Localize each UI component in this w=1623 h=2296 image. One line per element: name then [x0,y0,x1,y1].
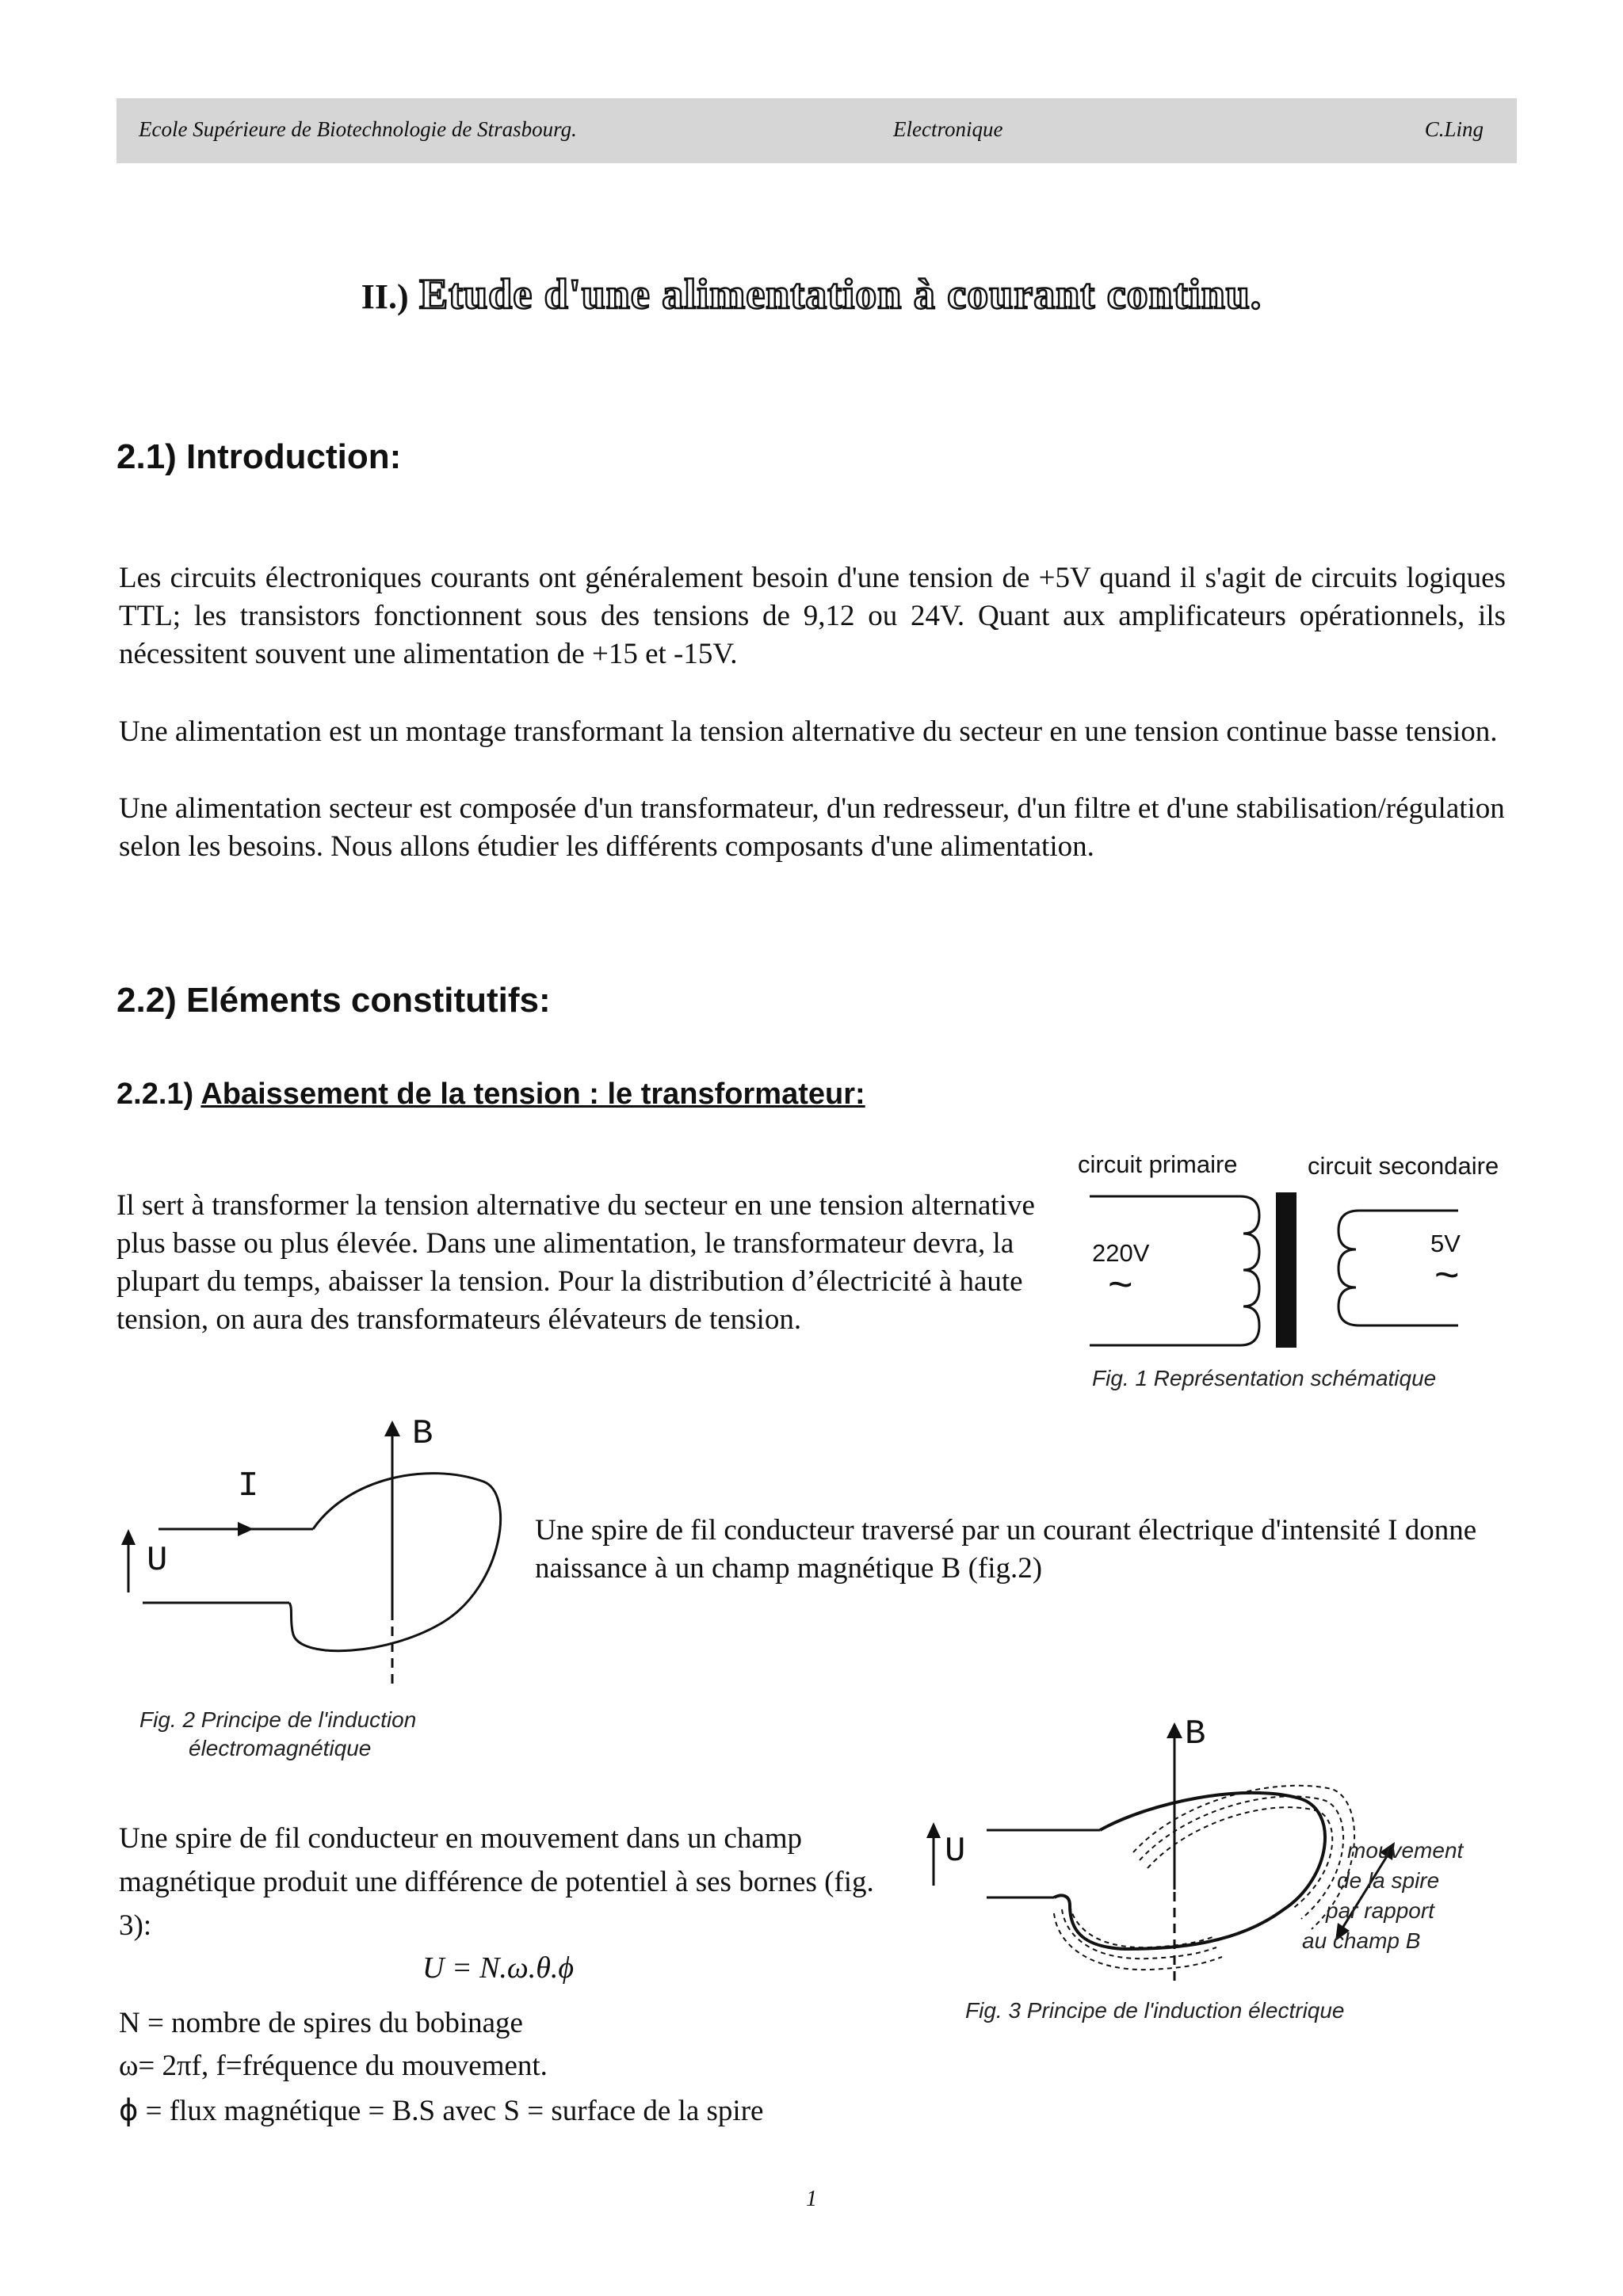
motion-label-line-4: au champ B [1302,1928,1421,1953]
b-arrowhead [1167,1722,1182,1738]
title-text: Etude d'une alimentation à courant continu. [419,270,1262,318]
section-heading-elements: 2.2) Eléments constitutifs: [116,981,551,1020]
omega-symbol: ω [119,2050,139,2082]
voltage-u-label: U [147,1541,168,1581]
u-arrowhead [121,1529,136,1545]
subsection-heading-transformateur [116,1077,865,1112]
figure-2-caption-line-2: électromagnétique [189,1736,372,1760]
u-arrowhead [926,1822,941,1838]
title-number: II.) [361,277,409,316]
motion-label-line-1: mouvement [1347,1838,1464,1863]
subsection-title: Abaissement de la tension : le transformateur: [200,1077,865,1111]
motion-label-line-3: par rapport [1326,1898,1434,1923]
figure-1-transformer [1062,1141,1537,1402]
intro-paragraph-1: Les circuits électroniques courants ont généralement besoin d'une tension de +5V quand il s'agit de circuits logiques TTL; les transistors fonctionnent sous des tensions de 9,12 ou 24V. Quant aux amplificateurs opérationnels, ils nécessitent souvent une alimentation de +15 et -15V. [119,562,1506,670]
header-course: Electronique [893,117,1003,141]
input-ac-symbol: ~ [1108,1261,1133,1308]
transformer-core [1276,1192,1296,1348]
definition-phi [119,2092,991,2130]
figure-2-caption-line-1: Fig. 2 Principe de l'induction [139,1707,417,1732]
figure-3-loop-motion [911,1711,1537,2044]
figure-3-caption: Fig. 3 Principe de l'induction électrique [965,1998,1345,2023]
b-arrowhead [384,1421,400,1436]
field-line-5 [1062,1909,1216,1958]
definition-n: N = nombre de spires du bobinage [119,2007,523,2039]
header-school: Ecole Supérieure de Biotechnologie de Strasbourg. [139,117,577,141]
voltage-u-label: U [945,1832,966,1871]
section-heading-introduction: 2.1) Introduction: [116,437,402,476]
spire-paragraph: Une spire de fil conducteur traversé par un courant électrique d'intensité I donne naissance à un champ magnétique B (fig.2) [535,1514,1477,1585]
transformateur-paragraph: Il sert à transformer la tension alternative du secteur en une tension alternative plus basse ou plus élevée. Dans une alimentation, le transformateur devra, la plupart du temps, abaisser la tension. Pour la distribution d’électricité à haute tension, on aura des transformateurs élévateurs de tension. [116,1189,1035,1336]
i-arrowhead [238,1522,254,1536]
secondary-circuit-label: circuit secondaire [1308,1152,1499,1180]
transformer-drawing [1062,1141,1537,1402]
page-header [116,98,1517,163]
phi-definition: = flux magnétique = B.S avec S = surface de la spire [138,2095,764,2127]
primary-coil [1240,1196,1259,1345]
figure-2-loop-current [111,1414,523,1779]
primary-circuit-label: circuit primaire [1078,1150,1238,1178]
input-voltage-label: 220V [1092,1239,1150,1267]
intro-paragraph-3: Une alimentation secteur est composée d'un transformateur, d'un redresseur, d'un filtre et d'une stabilisation/régulation selon les besoins. Nous allons étudier les différents composants d'une alimentation. [119,792,1505,863]
field-b-label: B [412,1414,433,1454]
definition-omega [119,2047,991,2085]
header-author: C.Ling [1424,117,1484,141]
secondary-coil [1338,1211,1359,1325]
field-line-6 [1054,1913,1222,1970]
intro-paragraph-2: Une alimentation est un montage transformant la tension alternative du secteur en une tension continue basse tension. [119,715,1498,748]
figure-1-caption: Fig. 1 Représentation schématique [1092,1366,1437,1390]
field-b-label: B [1185,1714,1206,1754]
moving-loop [1054,1793,1325,1949]
induction-formula: U = N.ω.θ.ϕ [422,1951,575,1985]
omega-definition: = 2πf, f=fréquence du mouvement. [138,2050,548,2082]
page-number: 1 [806,2187,817,2211]
output-ac-symbol: ~ [1434,1251,1460,1299]
output-voltage-label: 5V [1430,1230,1461,1257]
document-title [0,269,1623,318]
subsection-number: 2.2.1) [116,1077,194,1111]
field-line-2 [1140,1796,1343,1919]
current-i-label: I [238,1466,259,1506]
loop-current-drawing [111,1414,523,1699]
motion-label-line-2: de la spire [1337,1868,1440,1893]
mouvement-paragraph: Une spire de fil conducteur en mouvement dans un champ magnétique produit une différence de potentiel à ses bornes (fig. 3): [119,1822,874,1942]
current-loop [289,1474,501,1651]
phi-symbol: ϕ [119,2093,139,2127]
